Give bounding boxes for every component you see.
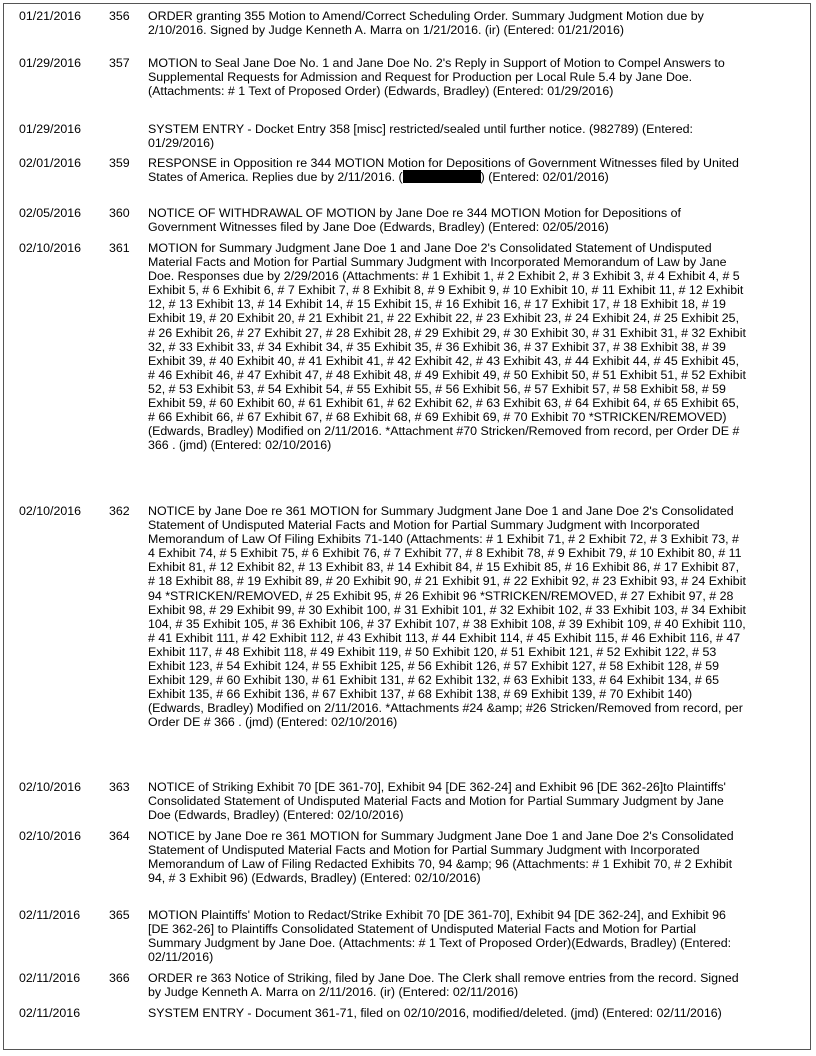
entry-date: 01/29/2016 (19, 122, 82, 136)
entry-number: 365 (109, 908, 130, 922)
entry-date: 02/10/2016 (19, 780, 82, 794)
entry-date: 01/21/2016 (19, 9, 82, 23)
entry-number: 359 (109, 156, 130, 170)
entry-text: ORDER re 363 Notice of Striking, filed by Jane Doe. The Clerk shall remove entries from the record. Signed by Judge Kenneth A. Marra on 2/11/2016. (ir) (Entered: 02/11/2016) (148, 971, 739, 1000)
entry-text: SYSTEM ENTRY - Document 361-71, filed on 02/10/2016, modified/deleted. (jmd) (Entered: 02/11/2016) (148, 1006, 722, 1020)
entry-date: 02/01/2016 (19, 156, 82, 170)
entry-date: 02/11/2016 (19, 1006, 81, 1020)
entry-date: 02/11/2016 (19, 908, 81, 922)
entry-number: 356 (109, 9, 130, 23)
entry-text: NOTICE by Jane Doe re 361 MOTION for Summary Judgment Jane Doe 1 and Jane Doe 2's Consolidated Statement of Undisputed Material Facts and Motion for Partial Summary Judgment with Incorporated Memorandum of Law of Filing Redacted Exhibits 70, 94 &amp; 96 (Attachments: # 1 Exhibit 70, # 2 Exhibit 94, # 3 Exhibit 96) (Edwards, Bradley) (Entered: 02/10/2016) (148, 829, 734, 886)
entry-text: ORDER granting 355 Motion to Amend/Correct Scheduling Order. Summary Judgment Motion due by 2/10/2016. Signed by Judge Kenneth A. Marra on 1/21/2016. (ir) (Entered: 01/21/2016) (148, 9, 704, 38)
entry-number: 357 (109, 56, 130, 70)
entry-text: NOTICE of Striking Exhibit 70 [DE 361-70], Exhibit 94 [DE 362-24] and Exhibit 96 [DE 362-26]to Plaintiffs' Consolidated Statement of Undisputed Material Facts and Motion for Partial Summary Judgment by Jane Doe (Edwards, Bradley) (Entered: 02/10/2016) (148, 780, 726, 823)
entry-text: MOTION to Seal Jane Doe No. 1 and Jane Doe No. 2's Reply in Support of Motion to Compel Answers to Supplemental Requests for Admission and Request for Production per Local Rule 5.4 by Jane Doe. (Attachments: # 1 Text of Proposed Order) (Edwards, Bradley) (Entered: 01/29/2016) (148, 56, 725, 99)
entry-text-before: RESPONSE in Opposition re 344 MOTION Motion for Depositions of Government Witnesses filed by United States of America. Replies due by 2/11/2016. ( (148, 156, 739, 185)
entry-text (148, 156, 746, 184)
entry-number: 363 (109, 780, 130, 794)
entry-text: MOTION Plaintiffs' Motion to Redact/Strike Exhibit 70 [DE 361-70], Exhibit 94 [DE 362-24], and Exhibit 96 [DE 362-26] to Plaintiffs Consolidated Statement of Undisputed Material Facts and Motion for Partial Summary Judgment by Jane Doe. (Attachments: # 1 Text of Proposed Order)(Edwards, Bradley) (Entered: 02/11/2016) (148, 908, 732, 965)
entry-date: 02/10/2016 (19, 504, 82, 518)
entry-number: 364 (109, 829, 130, 843)
entry-text: NOTICE by Jane Doe re 361 MOTION for Summary Judgment Jane Doe 1 and Jane Doe 2's Consolidated Statement of Undisputed Material Facts and Motion for Partial Summary Judgment with Incorporated Memorandum of Law Of Filing Exhibits 71-140 (Attachments: # 1 Exhibit 71, # 2 Exhibit 72, # 3 Exhibit 73, # 4 Exhibit 74, # 5 Exhibit 75, # 6 Exhibit 76, # 7 Exhibit 77, # 8 Exhibit 78, # 9 Exhibit 79, # 10 Exhibit 80, # 11 Exhibit 81, # 12 Exhibit 82, # 13 Exhibit 83, # 14 Exhibit 84, # 15 Exhibit 85, # 16 Exhibit 86, # 17 Exhibit 87, # 18 Exhibit 88, # 19 Exhibit 89, # 20 Exhibit 90, # 21 Exhibit 91, # 22 Exhibit 92, # 23 Exhibit 93, # 24 Exhibit 94 *STRICKEN/REMOVED, # 25 Exhibit 95, # 26 Exhibit 96 *STRICKEN/REMOVED, # 27 Exhibit 97, # 28 Exhibit 98, # 29 Exhibit 99, # 30 Exhibit 100, # 31 Exhibit 101, # 32 Exhibit 102, # 33 Exhibit 103, # 34 Exhibit 104, # 35 Exhibit 105, # 36 Exhibit 106, # 37 Exhibit 107, # 38 Exhibit 108, # 39 Exhibit 109, # 40 Exhibit 110, # 41 Exhibit 111, # 42 Exhibit 112, # 43 Exhibit 113, # 44 Exhibit 114, # 45 Exhibit 115, # 46 Exhibit 116, # 47 Exhibit 117, # 48 Exhibit 118, # 49 Exhibit 119, # 50 Exhibit 120, # 51 Exhibit 121, # 52 Exhibit 122, # 53 Exhibit 123, # 54 Exhibit 124, # 55 Exhibit 125, # 56 Exhibit 126, # 57 Exhibit 127, # 58 Exhibit 128, # 59 Exhibit 129, # 60 Exhibit 130, # 61 Exhibit 131, # 62 Exhibit 132, # 63 Exhibit 133, # 64 Exhibit 134, # 65 Exhibit 135, # 66 Exhibit 136, # 67 Exhibit 137, # 68 Exhibit 138, # 69 Exhibit 139, # 70 Exhibit 140) (Edwards, Bradley) Modified on 2/11/2016. *Attachments #24 &amp; #26 Stricken/Removed from record, per Order DE # 366 . (jmd) (Entered: 02/10/2016) (148, 504, 746, 730)
entry-date: 02/10/2016 (19, 829, 82, 843)
entry-text: SYSTEM ENTRY - Docket Entry 358 [misc] restricted/sealed until further notice. (982789) (Entered: 01/29/2016) (148, 122, 693, 151)
entry-number: 360 (109, 206, 130, 220)
entry-text-after: ) (Entered: 02/01/2016) (480, 170, 609, 185)
entry-date: 02/10/2016 (19, 241, 82, 255)
entry-number: 362 (109, 504, 130, 518)
entry-number: 361 (109, 241, 130, 255)
entry-date: 02/05/2016 (19, 206, 82, 220)
entry-text: MOTION for Summary Judgment Jane Doe 1 and Jane Doe 2's Consolidated Statement of Undisputed Material Facts and Motion for Partial Summary Judgment with Incorporated Memorandum of Law by Jane Doe. Responses due by 2/29/2016 (Attachments: # 1 Exhibit 1, # 2 Exhibit 2, # 3 Exhibit 3, # 4 Exhibit 4, # 5 Exhibit 5, # 6 Exhibit 6, # 7 Exhibit 7, # 8 Exhibit 8, # 9 Exhibit 9, # 10 Exhibit 10, # 11 Exhibit 11, # 12 Exhibit 12, # 13 Exhibit 13, # 14 Exhibit 14, # 15 Exhibit 15, # 16 Exhibit 16, # 17 Exhibit 17, # 18 Exhibit 18, # 19 Exhibit 19, # 20 Exhibit 20, # 21 Exhibit 21, # 22 Exhibit 22, # 23 Exhibit 23, # 24 Exhibit 24, # 25 Exhibit 25, # 26 Exhibit 26, # 27 Exhibit 27, # 28 Exhibit 28, # 29 Exhibit 29, # 30 Exhibit 30, # 31 Exhibit 31, # 32 Exhibit 32, # 33 Exhibit 33, # 34 Exhibit 34, # 35 Exhibit 35, # 36 Exhibit 36, # 37 Exhibit 37, # 38 Exhibit 38, # 39 Exhibit 39, # 40 Exhibit 40, # 41 Exhibit 41, # 42 Exhibit 42, # 43 Exhibit 43, # 44 Exhibit 44, # 45 Exhibit 45, # 46 Exhibit 46, # 47 Exhibit 47, # 48 Exhibit 48, # 49 Exhibit 49, # 50 Exhibit 50, # 51 Exhibit 51, # 52 Exhibit 52, # 53 Exhibit 53, # 54 Exhibit 54, # 55 Exhibit 55, # 56 Exhibit 56, # 57 Exhibit 57, # 58 Exhibit 58, # 59 Exhibit 59, # 60 Exhibit 60, # 61 Exhibit 61, # 62 Exhibit 62, # 63 Exhibit 63, # 64 Exhibit 64, # 65 Exhibit 65, # 66 Exhibit 66, # 67 Exhibit 67, # 68 Exhibit 68, # 69 Exhibit 69, # 70 Exhibit 70 *STRICKEN/REMOVED)(Edwards, Bradley) Modified on 2/11/2016. *Attachment #70 Stricken/Removed from record, per Order DE # 366 . (jmd) (Entered: 02/10/2016) (148, 241, 746, 453)
redaction-bar (403, 170, 481, 183)
entry-date: 02/11/2016 (19, 971, 81, 985)
entry-text: NOTICE OF WITHDRAWAL OF MOTION by Jane Doe re 344 MOTION Motion for Depositions of Government Witnesses filed by Jane Doe (Edwards, Bradley) (Entered: 02/05/2016) (148, 206, 681, 235)
entry-number: 366 (109, 971, 130, 985)
entry-date: 01/29/2016 (19, 56, 82, 70)
